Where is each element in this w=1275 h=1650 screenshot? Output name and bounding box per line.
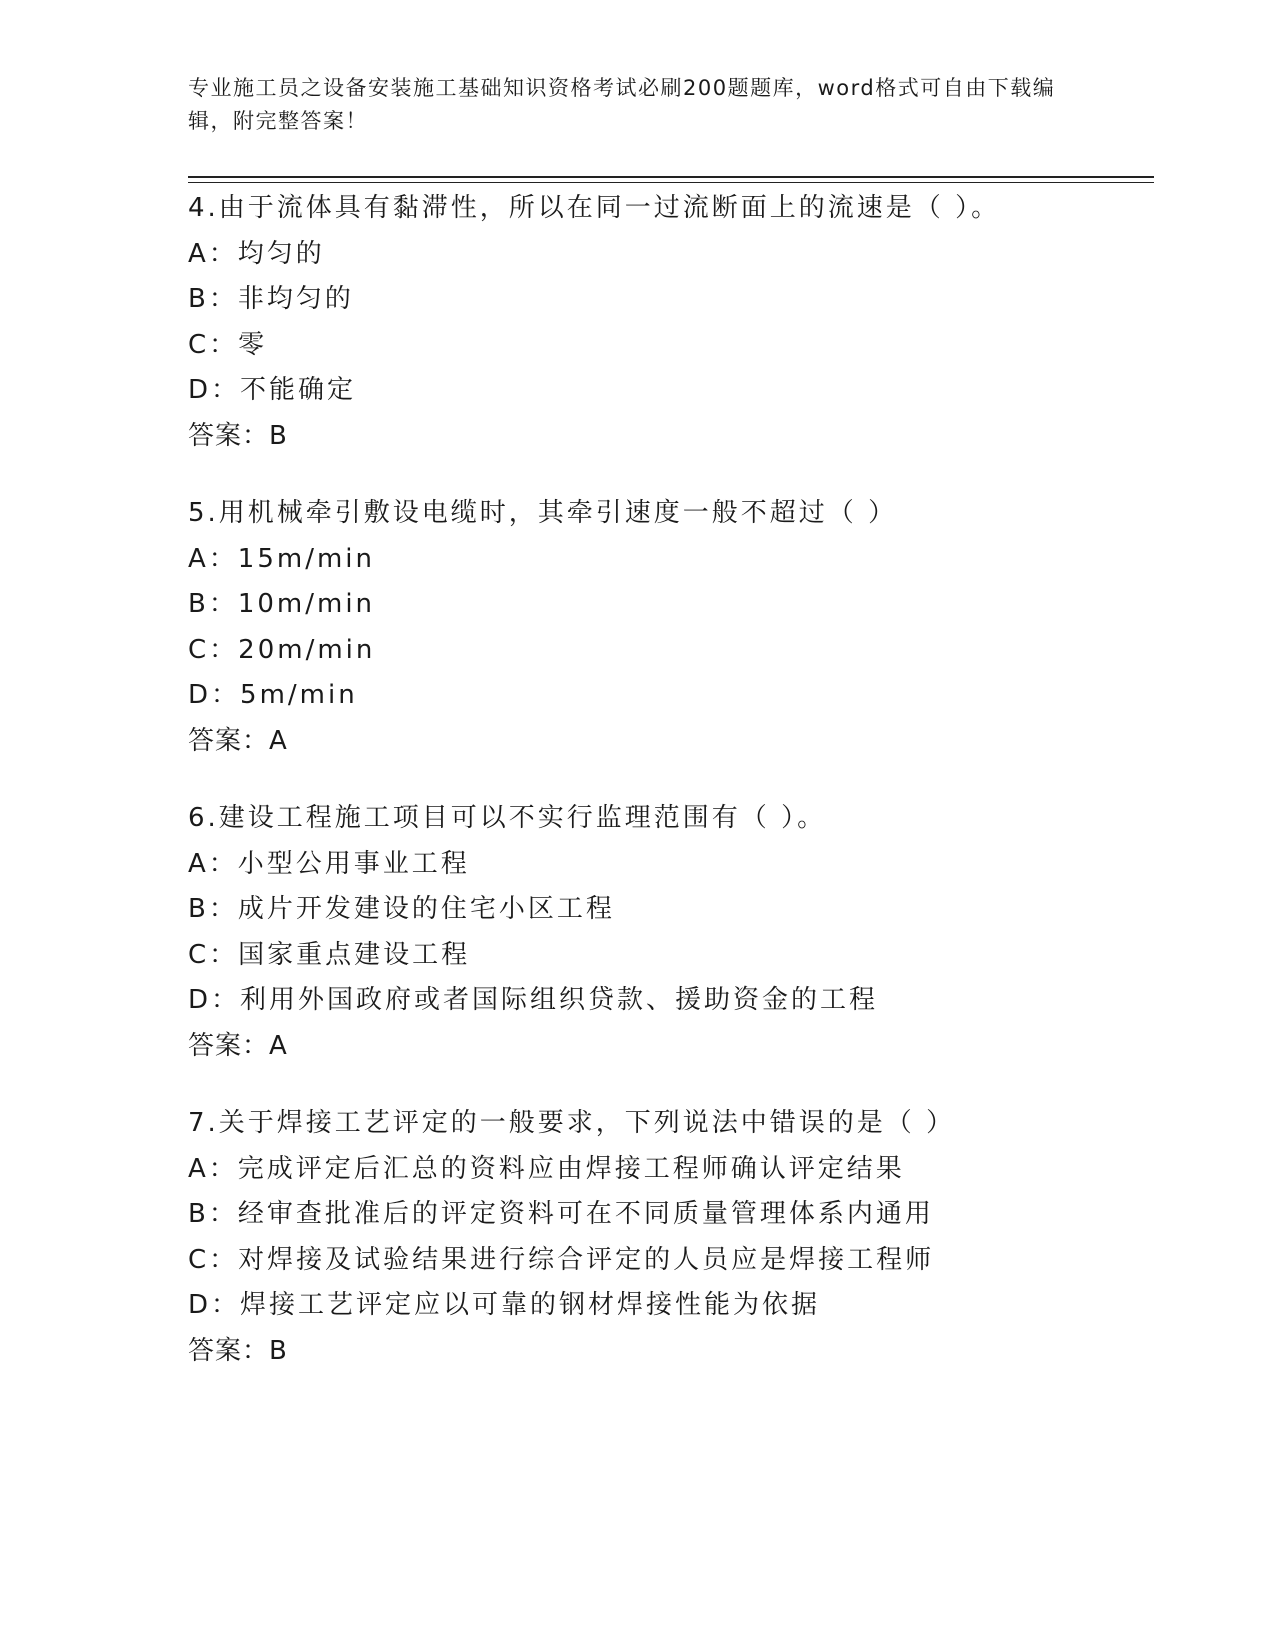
option-a: A：15m/min bbox=[188, 543, 375, 574]
question-stem: 7.关于焊接工艺评定的一般要求，下列说法中错误的是（ ） bbox=[188, 1108, 956, 1138]
answer: 答案：A bbox=[188, 725, 288, 756]
option-d: D：利用外国政府或者国际组织贷款、援助资金的工程 bbox=[188, 985, 879, 1015]
option-c: C：国家重点建设工程 bbox=[188, 939, 471, 970]
question-5 bbox=[188, 491, 1148, 764]
option-b: B：经审查批准后的评定资料可在不同质量管理体系内通用 bbox=[188, 1199, 934, 1229]
answer: 答案：A bbox=[188, 1030, 288, 1061]
option-d: D：5m/min bbox=[188, 680, 358, 710]
option-c: C：对焊接及试验结果进行综合评定的人员应是焊接工程师 bbox=[188, 1244, 935, 1275]
answer: 答案：B bbox=[188, 1335, 288, 1366]
question-6 bbox=[188, 796, 1148, 1069]
question-stem: 4.由于流体具有黏滞性，所以在同一过流断面上的流速是（ ）。 bbox=[188, 193, 1001, 223]
option-b: B：成片开发建设的住宅小区工程 bbox=[188, 894, 615, 924]
question-4 bbox=[188, 186, 1148, 459]
question-stem: 6.建设工程施工项目可以不实行监理范围有（ ）。 bbox=[188, 803, 827, 833]
header-divider-thick bbox=[188, 176, 1154, 178]
option-b: B：10m/min bbox=[188, 589, 376, 619]
option-a: A：小型公用事业工程 bbox=[188, 848, 470, 879]
option-b: B：非均匀的 bbox=[188, 284, 354, 314]
option-d: D：焊接工艺评定应以可靠的钢材焊接性能为依据 bbox=[188, 1290, 821, 1320]
document-header: 专业施工员之设备安装施工基础知识资格考试必刷200题题库，word格式可自由下载编辑，附完整答案！ bbox=[188, 76, 1056, 133]
option-c: C：零 bbox=[188, 329, 268, 360]
option-a: A：均匀的 bbox=[188, 238, 325, 269]
question-list bbox=[188, 186, 1148, 1406]
option-c: C：20m/min bbox=[188, 634, 376, 665]
question-7 bbox=[188, 1101, 1148, 1374]
answer: 答案：B bbox=[188, 420, 288, 451]
question-stem: 5.用机械牵引敷设电缆时，其牵引速度一般不超过（ ） bbox=[188, 498, 898, 528]
option-a: A：完成评定后汇总的资料应由焊接工程师确认评定结果 bbox=[188, 1153, 905, 1184]
option-d: D：不能确定 bbox=[188, 375, 357, 405]
header-divider-thin bbox=[188, 182, 1154, 183]
